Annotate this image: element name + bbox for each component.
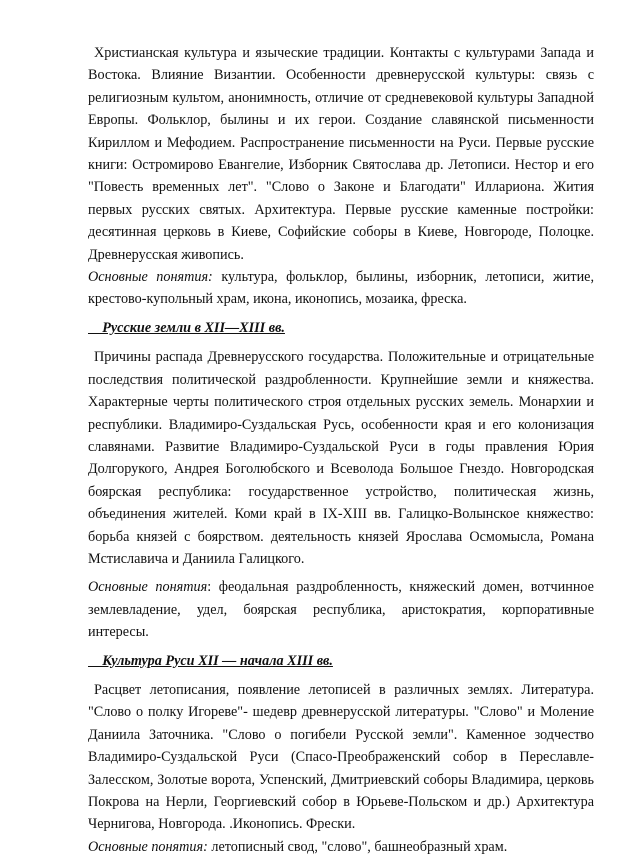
section-1-concepts	[88, 266, 594, 311]
section-2-concepts	[88, 576, 594, 643]
section-3-body: Расцвет летописания, появление летописей в различных землях. Литература. "Слово о полку Игореве"- шедевр древнерусской литературы. "Слово" и Моление Даниила Заточника. "Слово о погибели Русской земли". Каменное зодчество Владимиро-Суздальской Руси (Спасо-Преображенский собор в Переславле-Залесском, Золотые ворота, Успенский, Дмитриевский соборы Владимира, церковь Покрова на Нерли, Георгиевский собор в Юрьеве-Польском и др.) Архитектура Чернигова, Новгорода. .Иконопись. Фрески.	[88, 681, 594, 833]
section-3-heading: Культура Руси XII — начала XIII вв.	[88, 652, 333, 669]
section-3-concepts-label: Основные понятия:	[88, 838, 208, 855]
section-1-body: Христианская культура и языческие традиции. Контакты с культурами Запада и Востока. Влияние Византии. Особенности древнерусской культуры: связь с религиозным культом, анонимность, отличие от средневековой культуры Западной Европы. Фольклор, былины и их герои. Создание славянской письменности Кириллом и Мефодием. Распространение письменности на Руси. Первые русские книги: Остромирово Евангелие, Изборник Святослава др. Летописи. Нестор и его "Повесть временных лет". "Слово о Законе и Благодати" Иллариона. Жития первых русских святых. Архитектура. Первые русские каменные постройки: десятинная церковь в Киеве, Софийские соборы в Киеве, Новгороде, Полоцке. Древнерусская живопись.	[88, 45, 594, 263]
section-2-body: Причины распада Древнерусского государства. Положительные и отрицательные последствия политической раздробленности. Крупнейшие земли и княжества. Характерные черты политического строя отдельных русских земель. Монархии и республики. Владимиро-Суздальская Русь, особенности края и его колонизация славянами. Развитие Владимиро-Суздальской Руси в годы правления Юрия Долгорукого, Андрея Боголюбского и Всеволода Большое Гнездо. Новгородская боярская республика: государственное устройство, политическая жизнь, объединения жителей. Коми край в IX-XIII вв. Галицко-Волынское княжество: борьба князей с боярством. деятельность князей Ярослава Осмомысла, Романа Мстиславича и Даниила Галицкого.	[88, 349, 594, 567]
section-1-concepts-text: культура, фольклор, былины, изборник, летописи, житие, крестово-купольный храм, икона, иконопись, мозаика, фреска.	[88, 269, 595, 308]
section-2-heading: Русские земли в XII—XIII вв.	[88, 319, 285, 336]
section-2-concepts-text: : феодальная раздробленность, княжеский домен, вотчинное землевладение, удел, боярская республика, аристократия, корпоративные интересы.	[88, 579, 594, 641]
section-3-concepts	[88, 836, 594, 858]
document-page	[88, 38, 594, 858]
section-1-concepts-label: Основные понятия:	[88, 269, 213, 286]
section-2-concepts-label: Основные понятия	[88, 579, 208, 596]
section-3-concepts-text: летописный свод, "слово", башнеобразный храм.	[207, 838, 508, 855]
